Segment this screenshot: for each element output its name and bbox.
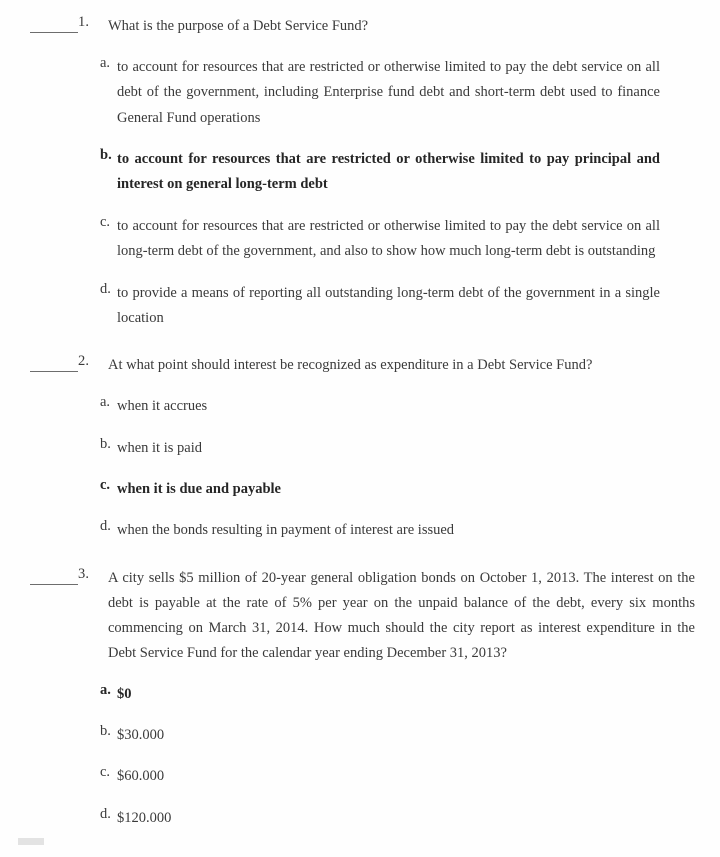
option-letter: c.: [100, 764, 111, 781]
option-row[interactable]: [0, 518, 720, 543]
option-text: $120.000: [117, 809, 172, 826]
question-number: 2.: [78, 353, 90, 370]
option-row[interactable]: [0, 764, 720, 789]
option-text: to account for resources that are restricted or otherwise limited to pay the debt service on all debt of the government, including Enterprise fund debt and short-term debt used to finance General Fund operations: [117, 58, 660, 126]
block-spacer: [0, 331, 720, 353]
option-text: $30.000: [117, 726, 165, 743]
option-row[interactable]: [0, 394, 720, 419]
option-row[interactable]: [0, 281, 720, 332]
block-spacer: [0, 544, 720, 566]
option-text: when it is due and payable: [117, 481, 281, 497]
question-text: What is the purpose of a Debt Service Fund?: [108, 18, 369, 34]
option-text: to provide a means of reporting all outstanding long-term debt of the government in a single location: [117, 284, 660, 326]
option-letter: c.: [100, 477, 111, 493]
option-text: $60.000: [117, 768, 165, 785]
option-letter: b.: [100, 722, 111, 739]
option-row[interactable]: [0, 147, 720, 198]
question-number: 1.: [78, 14, 90, 30]
option-row[interactable]: [0, 682, 720, 707]
option-text: to account for resources that are restricted or otherwise limited to pay the debt service on all long-term debt of the government, and also to show how much long-term debt is outstanding: [117, 217, 660, 260]
option-text: when it accrues: [117, 398, 208, 415]
question-row: [0, 566, 720, 666]
question-text: A city sells $5 million of 20-year general obligation bonds on October 1, 2013. The interest on the debt is payable at the rate of 5% per year on the unpaid balance of the debt, every six months commencing on March 31, 2014. How much should the city report as interest expenditure in the Debt Service Fund for the calendar year ending December 31, 2013?: [108, 569, 695, 661]
option-text: when the bonds resulting in payment of interest are issued: [117, 522, 455, 539]
option-letter: a.: [100, 394, 111, 411]
option-row[interactable]: [0, 55, 720, 131]
option-row[interactable]: [0, 436, 720, 461]
answer-blank-line[interactable]: [30, 569, 78, 585]
question-row: [0, 353, 720, 378]
question-number: 3.: [78, 565, 90, 582]
question-text: At what point should interest be recognized as expenditure in a Debt Service Fund?: [108, 357, 593, 374]
option-letter: a.: [100, 681, 111, 698]
option-row[interactable]: [0, 477, 720, 502]
option-letter: d.: [100, 805, 111, 822]
option-row[interactable]: [0, 723, 720, 748]
option-letter: c.: [100, 213, 111, 230]
answer-blank-line[interactable]: [30, 356, 78, 372]
block-spacer: [0, 0, 720, 14]
option-letter: a.: [100, 54, 111, 71]
option-letter: d.: [100, 280, 111, 297]
scan-artifact-mark: [18, 838, 44, 845]
answer-blank-line[interactable]: [30, 17, 78, 33]
option-text: to account for resources that are restricted or otherwise limited to pay principal and interest on general long-term debt: [117, 151, 660, 193]
option-text: $0: [117, 685, 132, 702]
option-text: when it is paid: [117, 439, 202, 456]
question-row: [0, 14, 720, 39]
option-letter: d.: [100, 518, 111, 535]
option-row[interactable]: [0, 806, 720, 831]
option-letter: b.: [100, 147, 112, 164]
option-letter: b.: [100, 435, 111, 452]
option-row[interactable]: [0, 214, 720, 265]
